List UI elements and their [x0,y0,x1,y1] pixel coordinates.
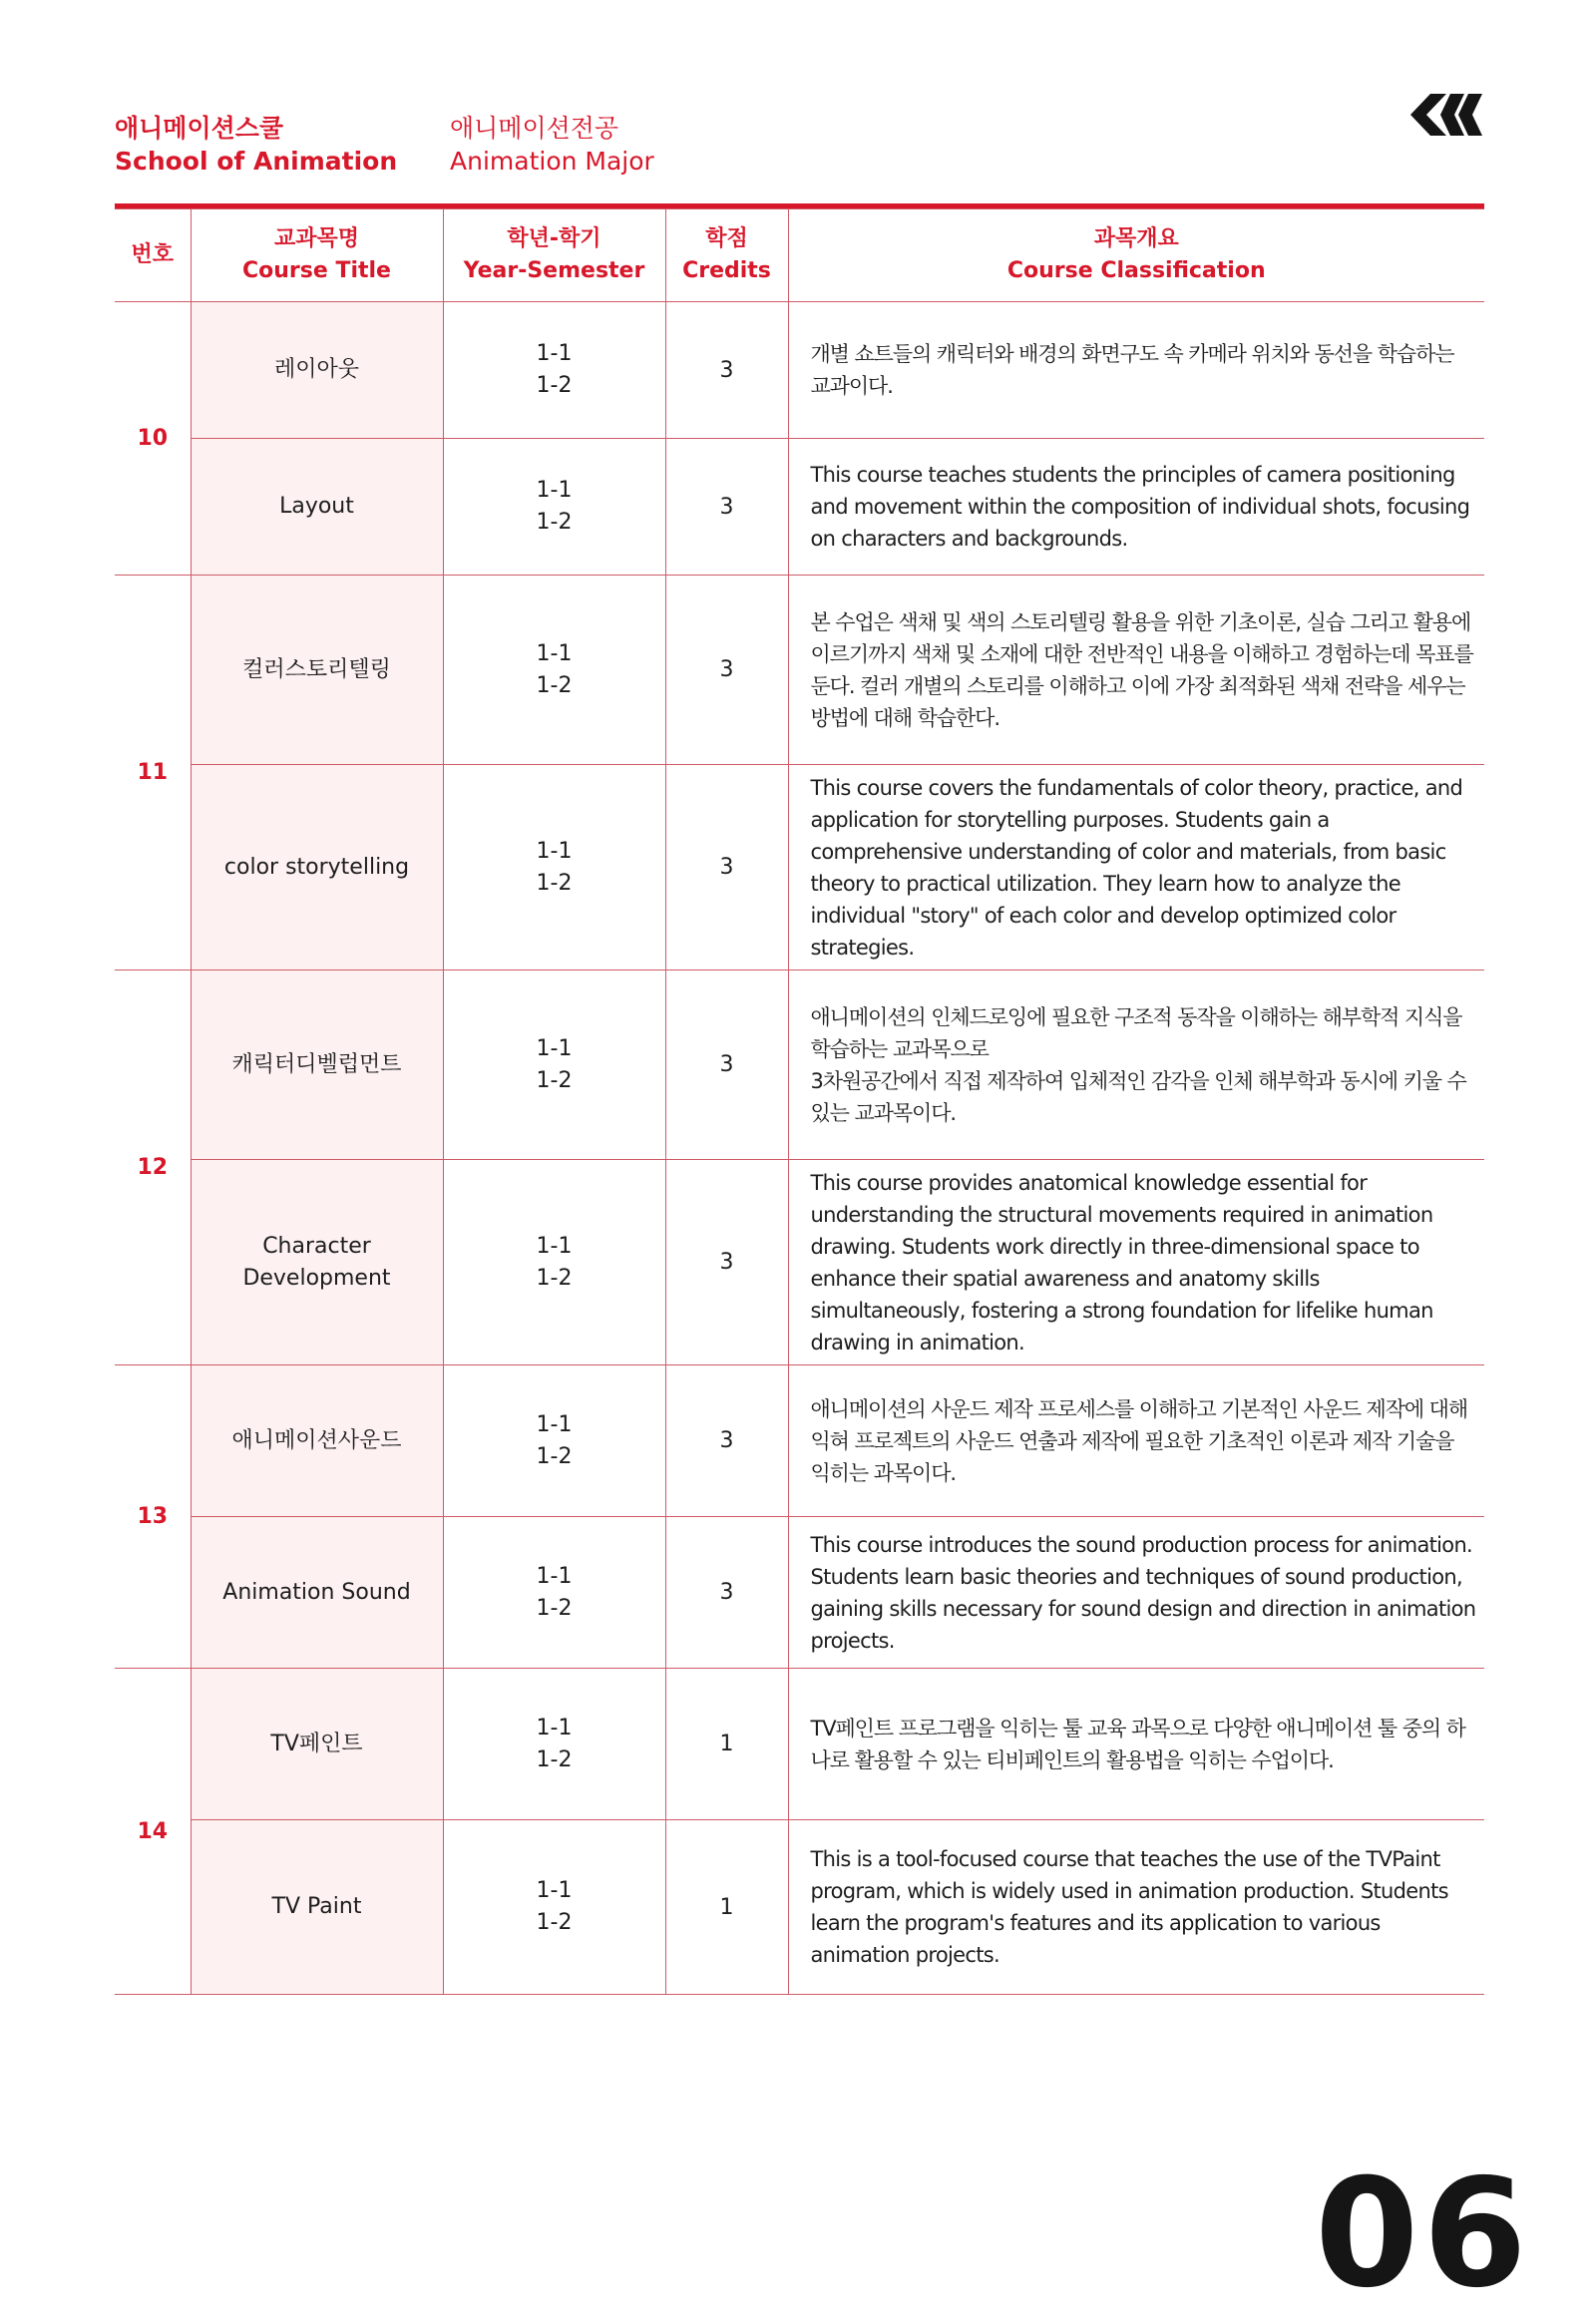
year-semester-1: 1-1 [536,1878,573,1903]
table-row [115,1517,1484,1669]
page-number: 06 [1315,2147,1531,2321]
year-semester-2: 1-2 [536,373,573,398]
major-name-ko: 애니메이션전공 [450,114,619,143]
year-semester-1: 1-1 [536,1035,573,1061]
ck-logo-icon [1404,90,1484,140]
table-row [115,765,1484,970]
table-row [115,1820,1484,1995]
year-semester-1: 1-1 [536,1233,573,1259]
course-number: 13 [115,1365,191,1669]
course-title: 레이아웃 [191,302,443,439]
header-credits: 학점 Credits [665,209,788,302]
year-semester [443,302,665,439]
table-row [115,302,1484,439]
year-semester [443,576,665,765]
school-name-ko: 애니메이션스쿨 [115,114,284,143]
table-row [115,439,1484,576]
year-semester-2: 1-2 [536,1265,573,1291]
year-semester-1: 1-1 [536,1563,573,1589]
year-semester-1: 1-1 [536,341,573,366]
course-description: 본 수업은 색채 및 색의 스토리텔링 활용을 위한 기초이론, 실습 그리고 활용에 이르기까지 색채 및 소재에 대한 전반적인 내용을 이해하고 경험하는데 목표를 둔다. 컬러 개별의 스토리를 이해하고 이에 가장 최적화된 색채 전략을 세우는 방법에 대해 학습한다. [788,576,1484,765]
course-title: TV Paint [191,1820,443,1995]
credits: 1 [665,1820,788,1995]
year-semester [443,1517,665,1669]
year-semester-2: 1-2 [536,1910,573,1935]
table-header-row [115,209,1484,302]
course-description: 개별 쇼트들의 캐릭터와 배경의 화면구도 속 카메라 위치와 동선을 학습하는 교과이다. [788,302,1484,439]
course-title: 애니메이션사운드 [191,1365,443,1517]
course-description: This course teaches students the principles of camera positioning and movement within the composition of individual shots, focusing on characters and backgrounds. [788,439,1484,576]
course-description: This course provides anatomical knowledge essential for understanding the structural movements required in animation drawing. Students work directly in three-dimensional space to enhance their spatial awareness and anatomy skills simultaneously, fostering a strong foundation for lifelike human drawing in animation. [788,1160,1484,1365]
course-title: 캐릭터디벨럽먼트 [191,970,443,1160]
year-semester-2: 1-2 [536,1443,573,1469]
table-row [115,1365,1484,1517]
credits: 3 [665,302,788,439]
course-description: TV페인트 프로그램을 익히는 툴 교육 과목으로 다양한 애니메이션 툴 중의 하나로 활용할 수 있는 티비페인트의 활용법을 익히는 수업이다. [788,1669,1484,1820]
table-row [115,576,1484,765]
school-name [115,112,397,178]
course-description: This course covers the fundamentals of color theory, practice, and application for storytelling purposes. Students gain a comprehensive understanding of color and materials, from basic theory to practical utilization. They learn how to analyze the individual "story" of each color and develop optimized color strategies. [788,765,1484,970]
year-semester-2: 1-2 [536,1067,573,1093]
year-semester [443,1669,665,1820]
course-description: This course introduces the sound production process for animation. Students learn basic theories and techniques of sound production, gaining skills necessary for sound design and direction in animation projects. [788,1517,1484,1669]
major-name [450,112,654,178]
year-semester-1: 1-1 [536,1715,573,1741]
course-description: 애니메이션의 인체드로잉에 필요한 구조적 동작을 이해하는 해부학적 지식을 학습하는 교과목으로 3차원공간에서 직접 제작하여 입체적인 감각을 인체 해부학과 동시에 키울 수 있는 교과목이다. [788,970,1484,1160]
credits: 3 [665,1365,788,1517]
credits: 1 [665,1669,788,1820]
year-semester-2: 1-2 [536,510,573,535]
year-semester-2: 1-2 [536,1746,573,1772]
year-semester-1: 1-1 [536,640,573,666]
table-row [115,970,1484,1160]
year-semester-2: 1-2 [536,1595,573,1621]
course-description: 애니메이션의 사운드 제작 프로세스를 이해하고 기본적인 사운드 제작에 대해 익혀 프로젝트의 사운드 연출과 제작에 필요한 기초적인 이론과 제작 기술을 익히는 과목이다. [788,1365,1484,1517]
course-number: 11 [115,576,191,970]
credits: 3 [665,1517,788,1669]
course-number: 12 [115,970,191,1365]
course-title: Layout [191,439,443,576]
year-semester [443,1160,665,1365]
credits: 3 [665,765,788,970]
year-semester-2: 1-2 [536,870,573,896]
year-semester-1: 1-1 [536,478,573,503]
credits: 3 [665,576,788,765]
course-title: color storytelling [191,765,443,970]
course-title: 컬러스토리텔링 [191,576,443,765]
header-course-classification: 과목개요 Course Classification [788,209,1484,302]
course-number: 10 [115,302,191,576]
year-semester-2: 1-2 [536,672,573,698]
header-year-semester: 학년-학기 Year-Semester [443,209,665,302]
credits: 3 [665,439,788,576]
year-semester [443,765,665,970]
course-title: Animation Sound [191,1517,443,1669]
header-number: 번호 [115,209,191,302]
year-semester-1: 1-1 [536,1411,573,1437]
year-semester [443,1365,665,1517]
year-semester [443,1820,665,1995]
table-row [115,1160,1484,1365]
course-title: Character Development [191,1160,443,1365]
credits: 3 [665,970,788,1160]
year-semester [443,439,665,576]
course-number: 14 [115,1669,191,1995]
course-title: TV페인트 [191,1669,443,1820]
school-name-en: School of Animation [115,147,398,176]
course-description: This is a tool-focused course that teaches the use of the TVPaint program, which is widely used in animation production. Students learn the program's features and its application to various animation projects. [788,1820,1484,1995]
course-table [115,208,1484,1995]
credits: 3 [665,1160,788,1365]
table-row [115,1669,1484,1820]
year-semester-1: 1-1 [536,838,573,864]
major-name-en: Animation Major [450,147,654,176]
header-course-title: 교과목명 Course Title [191,209,443,302]
year-semester [443,970,665,1160]
